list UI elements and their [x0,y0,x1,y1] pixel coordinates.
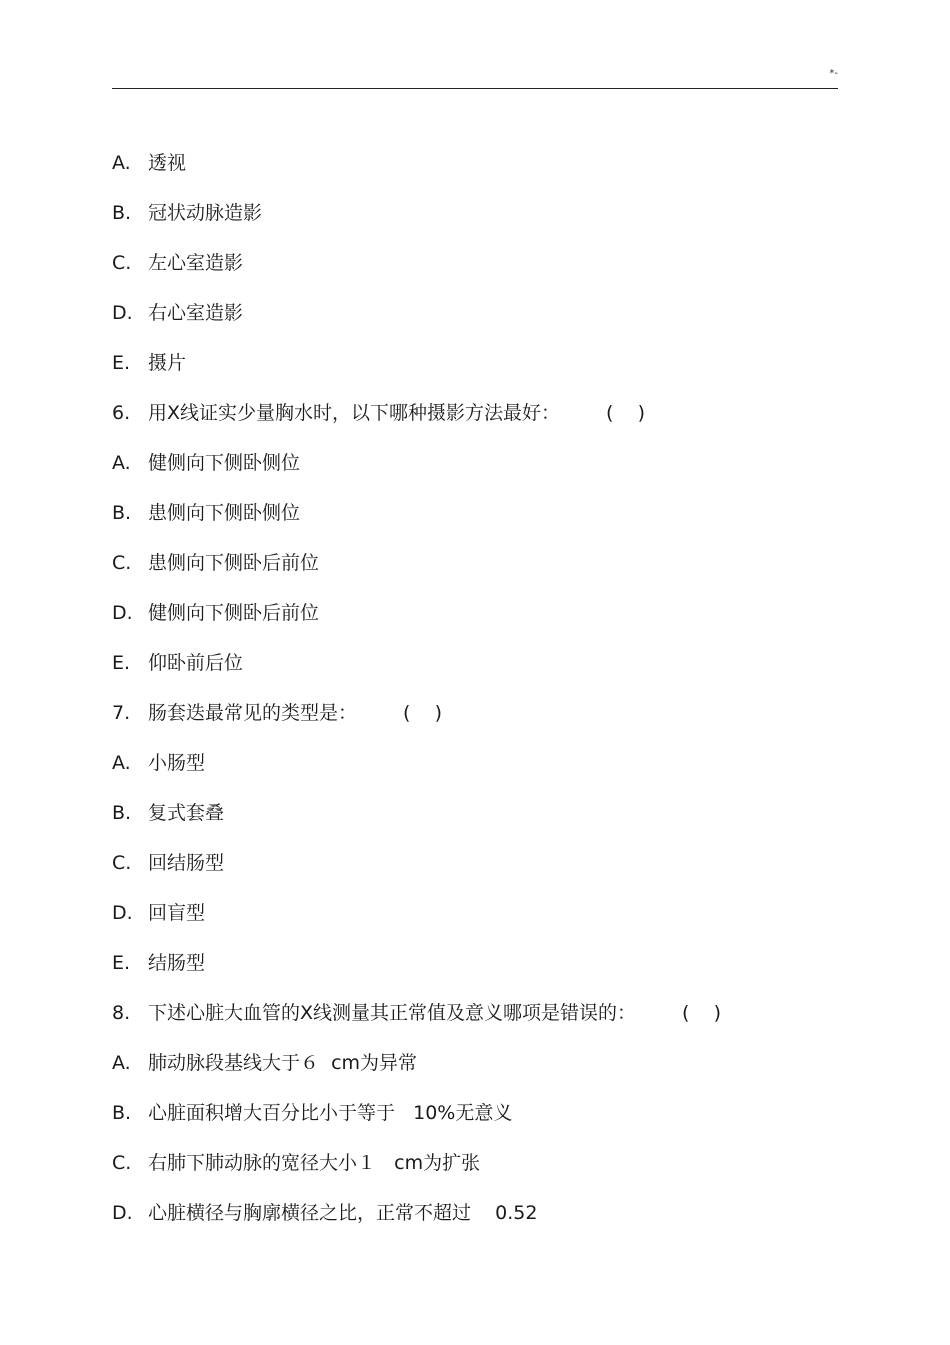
line-text: 心脏面积增大百分比小于等于 10%无意义 [148,1102,513,1124]
option-line [112,300,838,350]
line-text: 下述心脏大血管的X线测量其正常值及意义哪项是错误的： [148,1002,637,1024]
option-line [112,1050,838,1100]
option-line [112,500,838,550]
line-text: 右心室造影 [148,302,244,324]
line-text: 透视 [148,152,187,174]
line-prefix: C. [112,552,132,574]
line-text: 回结肠型 [148,852,225,874]
line-text: 冠状动脉造影 [148,202,263,224]
line-text: 复式套叠 [148,802,225,824]
line-text: 小肠型 [148,752,206,774]
question-line [112,400,838,450]
option-line [112,1100,838,1150]
line-prefix: E. [112,652,131,674]
line-text: 健侧向下侧卧侧位 [148,452,301,474]
line-text: 肠套迭最常见的类型是： [148,702,358,724]
page-mark: *- [829,68,838,79]
header-rule [112,88,838,89]
line-prefix: 6. [112,402,131,424]
answer-blank: ( ) [403,702,442,724]
line-prefix: 7. [112,702,131,724]
line-prefix: B. [112,1102,132,1124]
line-prefix: A. [112,452,131,474]
option-line [112,350,838,400]
line-prefix: E. [112,352,131,374]
line-prefix: D. [112,602,133,624]
option-line [112,750,838,800]
option-line [112,1150,838,1200]
line-prefix: D. [112,302,133,324]
option-line [112,950,838,1000]
option-line [112,200,838,250]
line-text: 心脏横径与胸廓横径之比，正常不超过 0.52 [148,1202,538,1224]
line-prefix: A. [112,152,131,174]
option-line [112,650,838,700]
option-line [112,450,838,500]
answer-blank: ( ) [606,402,646,424]
option-line [112,1200,838,1250]
line-prefix: B. [112,802,132,824]
option-line [112,250,838,300]
option-line [112,600,838,650]
line-text: 右肺下肺动脉的宽径大小１ cm为扩张 [148,1152,481,1174]
answer-blank: ( ) [682,1002,722,1024]
line-prefix: C. [112,252,132,274]
line-text: 左心室造影 [148,252,244,274]
line-prefix: A. [112,752,131,774]
question-line [112,700,838,750]
option-line [112,800,838,850]
line-prefix: C. [112,852,132,874]
line-text: 患侧向下侧卧后前位 [148,552,320,574]
question-line [112,1000,838,1050]
line-prefix: B. [112,202,132,224]
line-prefix: C. [112,1152,132,1174]
line-prefix: B. [112,502,132,524]
line-prefix: D. [112,1202,133,1224]
line-text: 肺动脉段基线大于６ cm为异常 [148,1052,418,1074]
line-text: 摄片 [148,352,187,374]
option-line [112,900,838,950]
option-line [112,850,838,900]
document-content [112,150,838,1250]
line-prefix: E. [112,952,131,974]
line-prefix: D. [112,902,133,924]
line-text: 健侧向下侧卧后前位 [148,602,320,624]
line-text: 用X线证实少量胸水时，以下哪种摄影方法最好： [148,402,561,424]
line-text: 患侧向下侧卧侧位 [148,502,301,524]
option-line [112,150,838,200]
line-text: 结肠型 [148,952,206,974]
line-text: 回盲型 [148,902,206,924]
line-prefix: A. [112,1052,131,1074]
option-line [112,550,838,600]
line-text: 仰卧前后位 [148,652,244,674]
line-prefix: 8. [112,1002,131,1024]
